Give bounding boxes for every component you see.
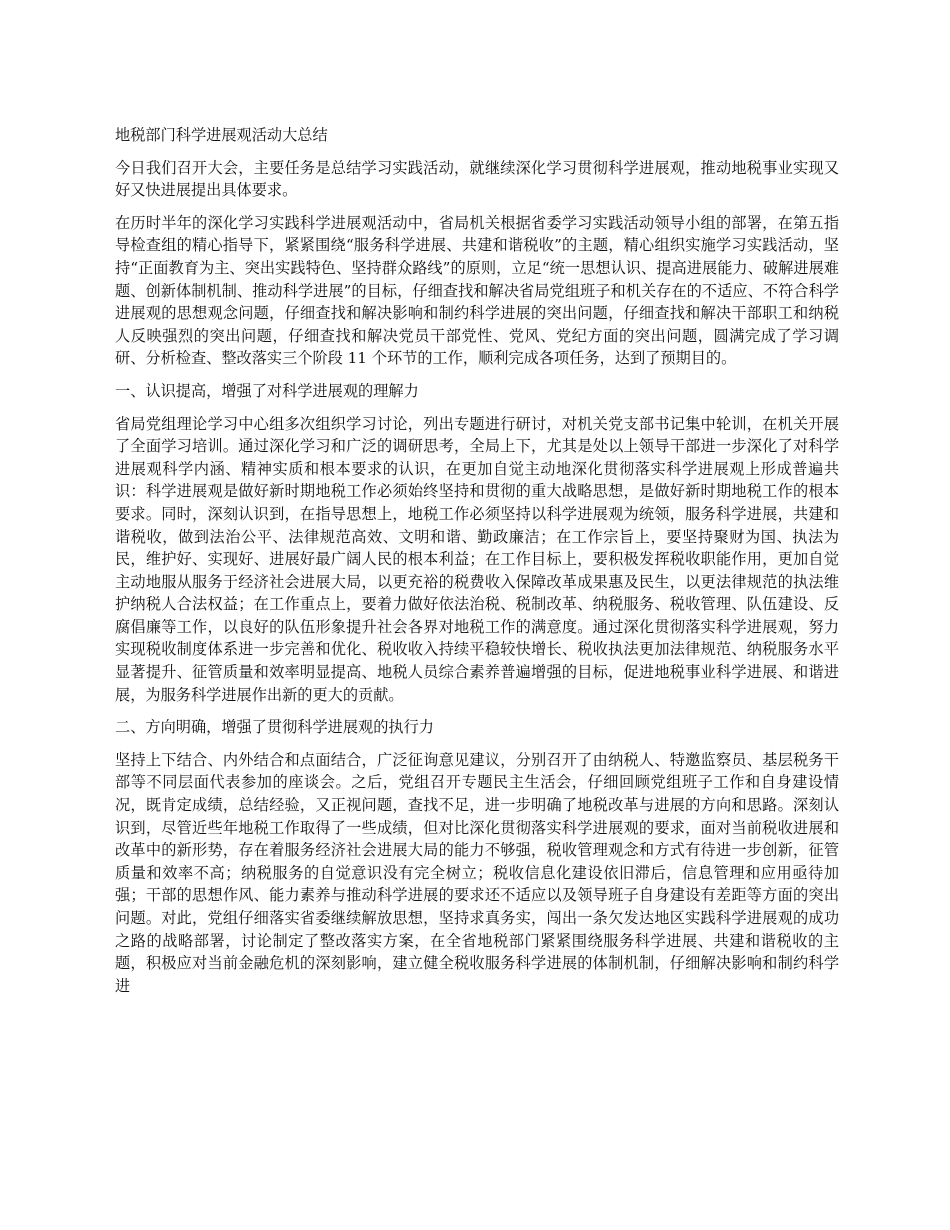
section-1-body: 省局党组理论学习中心组多次组织学习讨论，列出专题进行研讨，对机关党支部书记集中轮训，在机关开展了全面学习培训。通过深化学习和广泛的调研思考，全局上下，尤其是处以上领导干部进一步深化了对科学进展观科学内涵、精神实质和根本要求的认识，在更加自觉主动地深化贯彻落实科学进展观上形成普遍共识：科学进展观是做好新时期地税工作必须始终坚持和贯彻的重大战略思想，是做好新时期地税工作的根本要求。同时，深刻认识到，在指导思想上，地税工作必须坚持以科学进展观为统领，服务科学进展，共建和谐税收，做到法治公平、法律规范高效、文明和谐、勤政廉洁；在工作宗旨上，要坚持聚财为国、执法为民，维护好、实现好、进展好最广阔人民的根本利益；在工作目标上，要积极发挥税收职能作用，更加自觉主动地服从服务于经济社会进展大局，以更充裕的税费收入保障改革成果惠及民生，以更法律规范的执法维护纳税人合法权益；在工作重点上，要着力做好依法治税、税制改革、纳税服务、税收管理、队伍建设、反腐倡廉等工作，以良好的队伍形象提升社会各界对地税工作的满意度。通过深化贯彻落实科学进展观，努力实现税收制度体系进一步完善和优化、税收收入持续平稳较快增长、税收执法更加法律规范、纳税服务水平显著提升、征管质量和效率明显提高、地税人员综合素养普遍增强的目标，促进地税事业科学进展、和谐进展，为服务科学进展作出新的更大的贡献。 — [115, 414, 839, 704]
section-2-body: 坚持上下结合、内外结合和点面结合，广泛征询意见建议，分别召开了由纳税人、特邀监察员、基层税务干部等不同层面代表参加的座谈会。之后，党组召开专题民主生活会，仔细回顾党组班子工作和自身建设情况，既肯定成绩，总结经验，又正视问题，查找不足，进一步明确了地税改革与进展的方向和思路。深刻认识到，尽管近些年地税工作取得了一些成绩，但对比深化贯彻落实科学进展观的要求，面对当前税收进展和改革中的新形势，存在着服务经济社会进展大局的能力不够强，税收管理观念和方式有待进一步创新，征管质量和效率不高；纳税服务的自觉意识没有完全树立；税收信息化建设依旧滞后，信息管理和应用亟待加强；干部的思想作风、能力素养与推动科学进展的要求还不适应以及领导班子自身建设有差距等方面的突出问题。对此，党组仔细落实省委继续解放思想，坚持求真务实，闯出一条欠发达地区实践科学进展观的成功之路的战略部署，讨论制定了整改落实方案，在全省地税部门紧紧围绕服务科学进展、共建和谐税收的主题，积极应对当前金融危机的深刻影响，建立健全税收服务科学进展的体制机制，仔细解决影响和制约科学进 — [115, 750, 839, 995]
section-1-heading: 一、认识提高，增强了对科学进展观的理解力 — [115, 381, 419, 400]
summary-paragraph: 在历时半年的深化学习实践科学进展观活动中，省局机关根据省委学习实践活动领导小组的部署，在第五指导检查组的精心指导下，紧紧围绕“服务科学进展、共建和谐税收”的主题，精心组织实施学习实践活动，坚持“正面教育为主、突出实践特色、坚持群众路线”的原则，立足“统一思想认识、提高进展能力、破解进展难题、创新体制机制、推动科学进展”的目标，仔细查找和解决省局党组班子和机关存在的不适应、不符合科学进展观的思想观念问题，仔细查找和解决影响和制约科学进展的突出问题，仔细查找和解决干部职工和纳税人反映强烈的突出问题，仔细查找和解决党员干部党性、党风、党纪方面的突出问题，圆满完成了学习调研、分析检查、整改落实三个阶段 11 个环节的工作，顺利完成各项任务，达到了预期目的。 — [115, 213, 839, 368]
document-title: 地税部门科学进展观活动大总结 — [115, 126, 328, 144]
intro-paragraph: 今日我们召开大会，主要任务是总结学习实践活动，就继续深化学习贯彻科学进展观，推动地税事业实现又好又快进展提出具体要求。 — [115, 158, 839, 200]
section-2-heading: 二、方向明确，增强了贯彻科学进展观的执行力 — [115, 718, 434, 737]
document-page — [115, 124, 839, 1007]
